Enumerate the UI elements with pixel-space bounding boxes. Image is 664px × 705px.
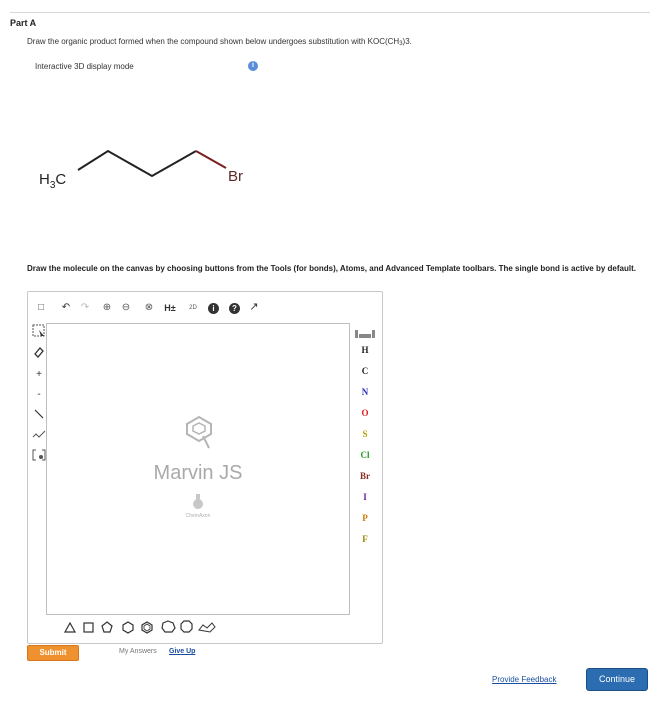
chemaxon-text: ChemAxon bbox=[185, 513, 211, 519]
undo-icon[interactable]: ↶ bbox=[61, 302, 71, 313]
zoom-in-icon[interactable]: ⊕ bbox=[102, 302, 112, 313]
atom-symbol: P bbox=[362, 513, 368, 523]
atom-c-button[interactable] bbox=[350, 366, 380, 376]
chain-icon bbox=[32, 428, 46, 440]
top-divider bbox=[10, 12, 650, 13]
templates-icons bbox=[31, 615, 379, 639]
fullscreen-icon[interactable]: ↗ bbox=[249, 301, 259, 313]
question-prefix: Draw the organic product formed when the compound shown below undergoes substitution with KOC(CH bbox=[27, 37, 400, 46]
atom-symbol: I bbox=[363, 492, 367, 502]
marvin-editor bbox=[27, 291, 383, 644]
atom-symbol: H bbox=[361, 345, 369, 355]
heptagon-template-icon[interactable] bbox=[162, 621, 175, 632]
redo-icon[interactable]: ↷ bbox=[80, 302, 90, 313]
marvin-logo-icon bbox=[183, 414, 215, 452]
question-subscript: 3 bbox=[399, 41, 403, 47]
atom-cl-button[interactable] bbox=[350, 450, 380, 460]
atom-br-button[interactable] bbox=[350, 471, 380, 481]
molecule-structure bbox=[30, 135, 270, 195]
increase-charge-button[interactable]: + bbox=[36, 369, 42, 380]
carbon-chain bbox=[78, 151, 196, 176]
atoms-toolbar bbox=[350, 320, 380, 630]
part-title: Part A bbox=[10, 18, 37, 28]
atom-h-button[interactable] bbox=[350, 345, 380, 355]
periodic-table-icon[interactable] bbox=[355, 330, 375, 338]
pentagon-template-icon[interactable] bbox=[102, 622, 112, 632]
atom-n-button[interactable] bbox=[350, 387, 380, 397]
hydrogens-icon[interactable]: H± bbox=[164, 303, 176, 313]
chemaxon-logo-icon bbox=[191, 493, 205, 511]
top-toolbar bbox=[31, 295, 379, 321]
cyclohexane-chair-template-icon[interactable] bbox=[199, 623, 215, 632]
methyl-label: $H_3C$ bbox=[39, 171, 67, 191]
submit-button[interactable]: Submit bbox=[27, 645, 79, 661]
give-up-link[interactable]: Give Up bbox=[169, 648, 196, 655]
atom-symbol: N bbox=[361, 387, 369, 397]
single-bond-icon bbox=[33, 408, 45, 420]
c-br-bond bbox=[196, 151, 226, 168]
bromine-label: Br bbox=[228, 168, 243, 185]
bracket-icon bbox=[32, 449, 46, 461]
help-icon[interactable]: ? bbox=[229, 303, 240, 314]
zoom-fit-icon[interactable]: ⊗ bbox=[144, 302, 154, 313]
zoom-out-icon[interactable]: ⊖ bbox=[121, 302, 131, 313]
atom-i-button[interactable] bbox=[350, 492, 380, 502]
new-document-icon[interactable]: □ bbox=[37, 302, 45, 313]
question-suffix: )3. bbox=[402, 37, 412, 46]
atom-symbol: F bbox=[362, 534, 368, 544]
continue-button[interactable]: Continue bbox=[586, 668, 648, 691]
eraser-icon bbox=[33, 346, 45, 358]
decrease-charge-button[interactable]: - bbox=[37, 389, 41, 400]
selection-icon bbox=[32, 324, 46, 338]
marvin-brand-text: Marvin JS bbox=[153, 462, 243, 484]
atom-f-button[interactable] bbox=[350, 534, 380, 544]
triangle-template-icon[interactable] bbox=[65, 623, 75, 632]
square-template-icon[interactable] bbox=[84, 623, 93, 632]
atom-symbol: S bbox=[362, 429, 368, 439]
drawing-canvas[interactable] bbox=[46, 323, 350, 615]
templates-toolbar bbox=[31, 615, 379, 639]
atom-p-button[interactable] bbox=[350, 513, 380, 523]
provide-feedback-link[interactable]: Provide Feedback bbox=[492, 675, 557, 684]
atom-o-button[interactable] bbox=[350, 408, 380, 418]
about-icon[interactable]: i bbox=[208, 303, 219, 314]
benzene-template-icon[interactable] bbox=[142, 622, 152, 633]
info-icon[interactable]: i bbox=[248, 61, 258, 71]
my-answers-link[interactable]: My Answers bbox=[119, 648, 157, 655]
question-text bbox=[27, 37, 412, 47]
atom-symbol: C bbox=[361, 366, 369, 376]
atom-symbol: O bbox=[361, 408, 369, 418]
drawing-instructions: Draw the molecule on the canvas by choosing buttons from the Tools (for bonds), Atoms, and Advanced Template toolbars. The single bond is active by default. bbox=[27, 264, 636, 273]
atom-symbol: Br bbox=[360, 471, 370, 481]
atom-s-button[interactable] bbox=[350, 429, 380, 439]
atom-symbol: Cl bbox=[360, 450, 370, 460]
hexagon-template-icon[interactable] bbox=[123, 622, 133, 633]
display-mode-label[interactable]: Interactive 3D display mode bbox=[35, 62, 134, 71]
clean-2d-icon[interactable]: 2D bbox=[189, 305, 197, 311]
octagon-template-icon[interactable] bbox=[181, 621, 192, 632]
